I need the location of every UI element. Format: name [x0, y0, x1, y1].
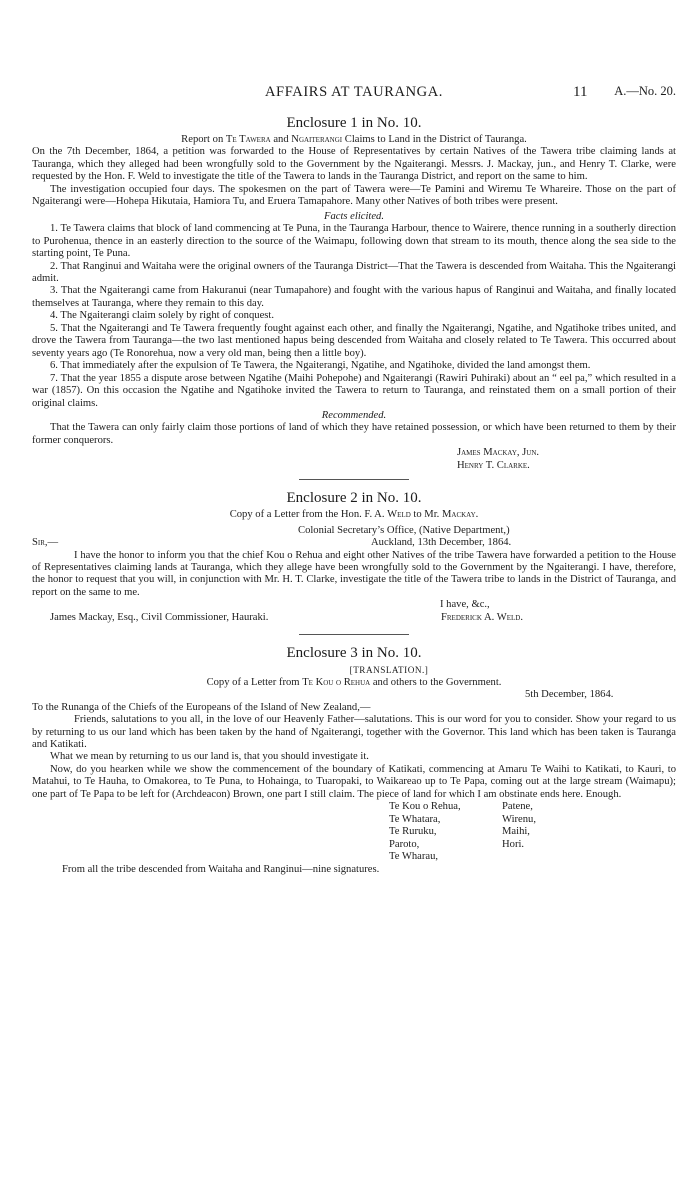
enclosure-3 — [32, 644, 676, 876]
subtitle-tribe-tawera: Te Tawera — [225, 134, 271, 145]
letter-footer: From all the tribe descended from Waitaha and Ranginui—nine signatures. — [62, 863, 380, 875]
subtitle-text: to Mr. — [413, 509, 440, 521]
subtitle-name-mackay: Mackay. — [441, 509, 479, 521]
enclosure-1 — [32, 114, 676, 472]
letter-footer-row — [32, 612, 676, 624]
fact-item: 7. That the year 1855 a dispute arose between Ngatihe (Maihi Pohepohe) and Ngaiterangi (Rawiri Puhiraki) about an “ eel pa,” which resulted in a war (1857). On this occasion the Ngatihe and Ngatihoke invited the Tawera to return to Tauranga, and reinstated them on a small portion of their original claims. — [32, 372, 676, 409]
signature-line: James Mackay, Jun. — [457, 447, 540, 459]
enclosure-2-heading: Enclosure 2 in No. 10. — [286, 490, 422, 507]
facts-heading: Facts elicited. — [323, 210, 384, 222]
fact-item: 3. That the Ngaiterangi came from Hakuranui (near Tumapahore) and fought with the various hapus of Ranginui and Waitaha, and finally located themselves at Tauranga, where they remain to this day. — [32, 285, 676, 309]
subtitle-tribe-ngaiterangi: Ngaiterangi — [291, 134, 343, 145]
enclosure-2-subtitle — [32, 509, 676, 521]
letter-addressee: James Mackay, Esq., Civil Commissioner, Hauraki. — [50, 611, 269, 623]
signatories-column-1 — [389, 801, 502, 863]
enclosure-1-intro: On the 7th December, 1864, a petition was forwarded to the House of Representatives by certain Natives of the Tawera tribe claiming lands at Tauranga, which they alleged had been wrongfully sold to the Government by the Ngaiterangi. Messrs. J. Mackay, jun., and Henry T. Clarke, were requested by the Hon. F. Weld to investigate the title of the Tawera to lands in the Tauranga District, and report on the same to him. — [32, 146, 676, 183]
letter-salutation: Sir,— — [32, 537, 59, 549]
signatory-name: Paroto, — [389, 838, 420, 850]
subtitle-name-weld: Weld — [387, 509, 411, 521]
letter-address: To the Runanga of the Chiefs of the Europeans of the Island of New Zealand,— — [32, 701, 371, 713]
enclosure-3-subtitle — [32, 677, 676, 689]
enclosure-1-signatures — [457, 447, 676, 472]
subtitle-text: and — [273, 134, 289, 145]
translation-label: [TRANSLATION.] — [349, 665, 429, 676]
signatory-name: Maihi, — [502, 826, 530, 838]
section-divider — [299, 479, 409, 480]
signatory-name: Te Ruruku, — [389, 826, 437, 838]
letter-paragraph-1: Friends, salutations to you all, in the love of our Heavenly Father—salutations. This is our word for you to consider. Show your regard to us by returning to us our land which has been taken by the hand of Ngaiterangi, together with the Governor. This land which has been taken is Tauranga and Katikati. — [32, 714, 676, 750]
facts-list — [32, 223, 676, 410]
subtitle-text: and others to the Government. — [372, 676, 502, 688]
document-body — [32, 114, 676, 876]
signatory-name: Patene, — [502, 801, 533, 813]
letter-paragraph-2: What we mean by returning to us our land is, that you should investigate it. — [50, 751, 369, 763]
letter-date: 5th December, 1864. — [525, 689, 614, 701]
recommended-heading: Recommended. — [321, 409, 387, 421]
section-divider — [299, 634, 409, 635]
letter-date: Auckland, 13th December, 1864. — [371, 537, 512, 549]
enclosure-2 — [32, 489, 676, 624]
signatory-name: Te Wharau, — [389, 851, 439, 863]
fact-item: 1. Te Tawera claims that block of land commencing at Te Puna, in the Tauranga Harbour, thence to Wairere, thence running in a southerly direction to Purohenua, thence in an easterly direction to the source of the Waimapu, following down that stream to its mouth, thence along the sea side to the starting point, Te Puna. — [32, 223, 676, 260]
letter-office: Colonial Secretary’s Office, (Native Department,) — [298, 524, 510, 536]
letter-body: I have the honor to inform you that the chief Kou o Rehua and eight other Natives of the tribe Tawera have forwarded a petition to the House of Representatives claiming lands at Tauranga, which they allege have been wrongfully sold to the Government by the Ngaiterangi. I have, therefore, the honor to request that you will, in conjunction with Mr. H. T. Clarke, investigate the title of the Tawera tribe to lands in the District of Tauranga, and report on the same to me. — [32, 549, 676, 598]
fact-item: 2. That Ranginui and Waitaha were the original owners of the Tauranga District—That the Tawera is descended from Waitaha. This the Ngaiterangi admit. — [32, 260, 676, 284]
enclosure-3-heading: Enclosure 3 in No. 10. — [286, 645, 422, 662]
letter-signature: Frederick A. Weld. — [441, 611, 523, 623]
fact-item: 6. That immediately after the expulsion of Te Tawera, the Ngaiterangi, Ngatihe, and Ngatihoke, divided the land amongst them. — [50, 360, 591, 372]
subtitle-text: Report on — [181, 134, 224, 145]
signatories — [389, 801, 676, 863]
running-header — [32, 84, 676, 104]
signature-line: Henry T. Clarke. — [457, 459, 530, 471]
document-reference: A.—No. 20. — [614, 84, 676, 98]
page-number: 11 — [573, 84, 588, 100]
signatory-name: Wirenu, — [502, 813, 536, 825]
enclosure-1-investigation: The investigation occupied four days. The spokesmen on the part of Tawera were—Te Pamini and Wiremu Te Whareire. Those on the part of Ngaiterangi were—Hohepa Hikutaia, Hamiora Tu, and Eruera Tamapahore. Many other Natives of both tribes were present. — [32, 183, 676, 208]
subtitle-name-kou-o-rehua: Te Kou o Rehua — [302, 676, 371, 688]
fact-item: 5. That the Ngaiterangi and Te Tawera frequently fought against each other, and finally the Ngaiterangi, Ngatihe, and Ngatihoke tribes united, and drove the Tawera from Tauranga—the two last mentioned hapus being descended from Waitaha and closely related to Te Tawera. This occurred about seventy years ago (Te Ronorehua, now a very old man, being then a little boy). — [32, 322, 676, 359]
enclosure-1-subtitle — [32, 134, 676, 146]
subtitle-text: Copy of a Letter from — [206, 676, 300, 688]
letter-date-row — [32, 537, 676, 549]
recommendation-text: That the Tawera can only fairly claim those portions of land of which they have retained possession, or which have been returned to them by their former conquerors. — [32, 422, 676, 446]
signatory-name: Hori. — [502, 838, 525, 850]
signatories-column-2 — [502, 801, 582, 863]
fact-item: 4. The Ngaiterangi claim solely by right of conquest. — [50, 310, 274, 322]
letter-closing: I have, &c., — [440, 599, 490, 611]
subtitle-text: Copy of a Letter from the Hon. F. A. — [229, 509, 385, 521]
signatory-name: Te Kou o Rehua, — [389, 801, 461, 813]
enclosure-1-heading: Enclosure 1 in No. 10. — [286, 115, 422, 131]
subtitle-text: Claims to Land in the District of Tauranga. — [344, 134, 527, 145]
signatory-name: Te Whatara, — [389, 813, 441, 825]
letter-paragraph-3: Now, do you hearken while we show the commencement of the boundary of Katikati, commencing at Amaru Te Waihi to Katikati, to Kauri, to Matahui, to Te Hauha, to Omakorea, to Te Puna, to Hohainga, to Tuaropaki, to Waikareao up to Te Papa, coming out at the large stream (Waimapu); one part of Te Papa to be left for (Archdeacon) Brown, one part I still claim. The piece of land for which I am obstinate ends here. Enough. — [32, 763, 676, 800]
page-title: AFFAIRS AT TAURANGA. — [264, 84, 444, 100]
